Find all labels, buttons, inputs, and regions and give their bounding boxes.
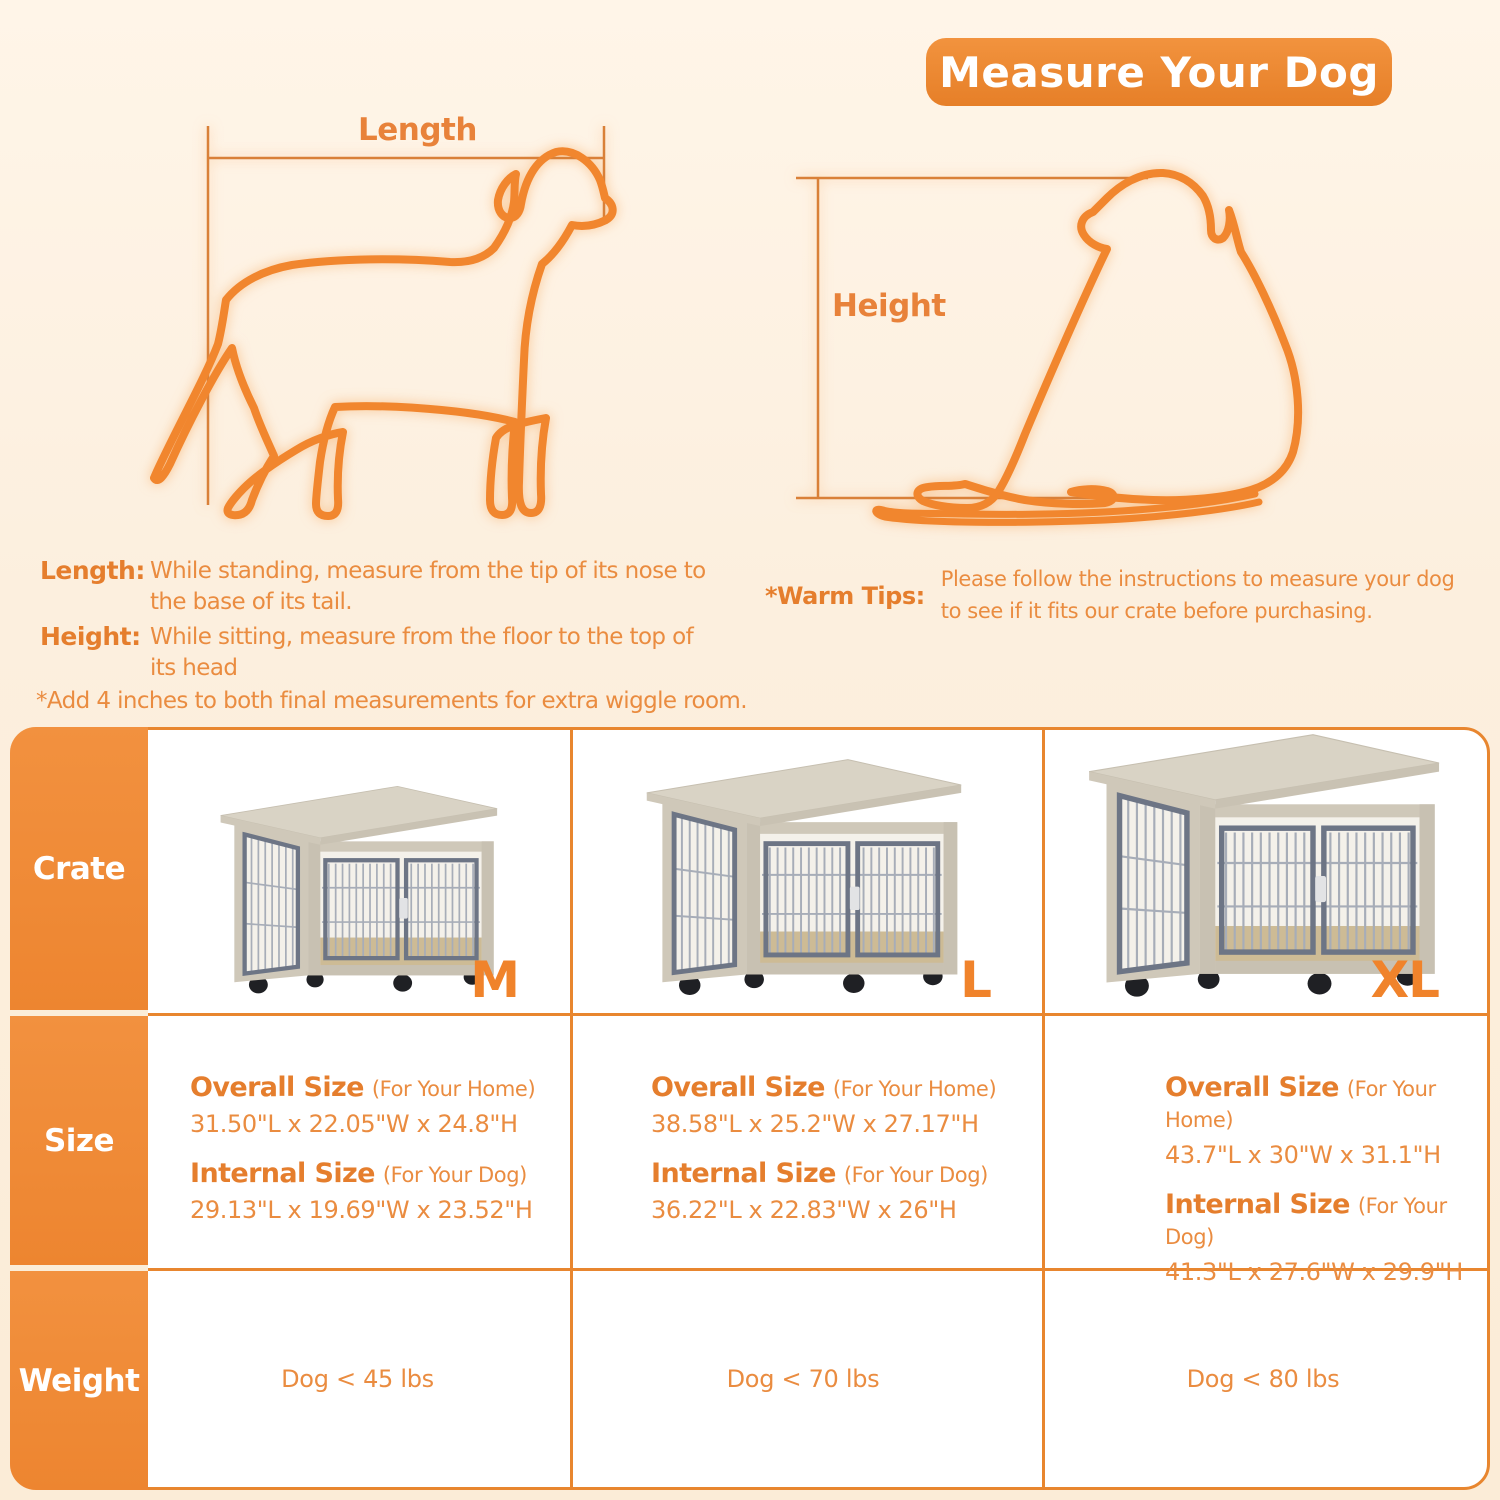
- row-label-weight: Weight: [10, 1271, 148, 1490]
- length-diagram-label: Length: [358, 112, 477, 148]
- overall-dims-m: 31.50"L x 22.05"W x 24.8"H: [190, 1110, 518, 1138]
- crate-cell-xl: [1039, 730, 1487, 1013]
- weight-cell-m: Dog < 45 lbs: [281, 1365, 434, 1393]
- internal-dims-l: 36.22"L x 22.83"W x 26"H: [651, 1196, 957, 1224]
- overall-dims-l: 38.58"L x 25.2"W x 27.17"H: [651, 1110, 979, 1138]
- overall-size-label: Overall Size: [651, 1072, 825, 1103]
- crate-cell-m: [148, 730, 567, 1013]
- internal-size-note: (For Your Dog): [843, 1163, 988, 1187]
- crate-size-letter-m: M: [470, 951, 519, 1009]
- length-definition-text: While standing, measure from the tip of its nose to the base of its tail.: [150, 558, 706, 615]
- row-label-crate: Crate: [10, 727, 148, 1010]
- size-row: [148, 1016, 1487, 1286]
- size-cell-xl: [1123, 1016, 1487, 1286]
- warm-tips: [765, 564, 1465, 627]
- table-row-label-column: [10, 727, 148, 1490]
- length-definition: [40, 556, 780, 617]
- internal-dims-xl: 41.3"L x 27.6"W x 29.9"H: [1165, 1258, 1463, 1286]
- title-badge: [926, 38, 1392, 106]
- overall-size-label: Overall Size: [1165, 1072, 1339, 1103]
- sitting-dog-outline: [876, 173, 1298, 522]
- internal-size-label: Internal Size: [190, 1158, 375, 1189]
- weight-row: [148, 1271, 1487, 1487]
- height-definition-text: While sitting, measure from the floor to the top of its head: [150, 624, 694, 681]
- crate-image-l: [637, 740, 969, 999]
- crate-size-letter-l: L: [960, 951, 991, 1009]
- height-definition: [40, 622, 780, 683]
- crate-size-letter-xl: XL: [1370, 951, 1439, 1009]
- crate-row: [148, 730, 1487, 1013]
- weight-cell-l: Dog < 70 lbs: [726, 1365, 880, 1393]
- internal-size-note: (For Your Dog): [1165, 1194, 1447, 1249]
- warm-tips-text: Please follow the instructions to measure your dog to see if it fits our crate before purchasing.: [940, 567, 1455, 623]
- internal-dims-m: 29.13"L x 19.69"W x 23.52"H: [190, 1196, 533, 1224]
- height-diagram-label: Height: [832, 288, 946, 324]
- height-definition-label: Height:: [40, 622, 141, 651]
- overall-dims-xl: 43.7"L x 30"W x 31.1"H: [1165, 1141, 1441, 1169]
- size-cell-l: [609, 1016, 1123, 1268]
- standing-dog-outline: [154, 151, 613, 516]
- length-definition-label: Length:: [40, 556, 145, 585]
- overall-size-label: Overall Size: [190, 1072, 364, 1103]
- overall-size-note: (For Your Home): [1165, 1077, 1436, 1132]
- page-title: Measure Your Dog: [939, 47, 1379, 97]
- crate-spec-table: [10, 727, 1490, 1490]
- overall-size-note: (For Your Home): [832, 1077, 997, 1101]
- crate-image-m: [212, 769, 504, 997]
- height-measure-lines: [796, 178, 1148, 498]
- overall-size-note: (For Your Home): [371, 1077, 536, 1101]
- wiggle-room-note: *Add 4 inches to both final measurements for extra wiggle room.: [36, 688, 747, 714]
- warm-tips-label: *Warm Tips:: [765, 581, 925, 610]
- row-label-size: Size: [10, 1016, 148, 1265]
- internal-size-note: (For Your Dog): [382, 1163, 527, 1187]
- internal-size-label: Internal Size: [1165, 1189, 1350, 1220]
- size-cell-m: [148, 1016, 609, 1268]
- weight-cell-xl: Dog < 80 lbs: [1186, 1365, 1340, 1393]
- internal-size-label: Internal Size: [651, 1158, 836, 1189]
- crate-cell-l: [567, 730, 1039, 1013]
